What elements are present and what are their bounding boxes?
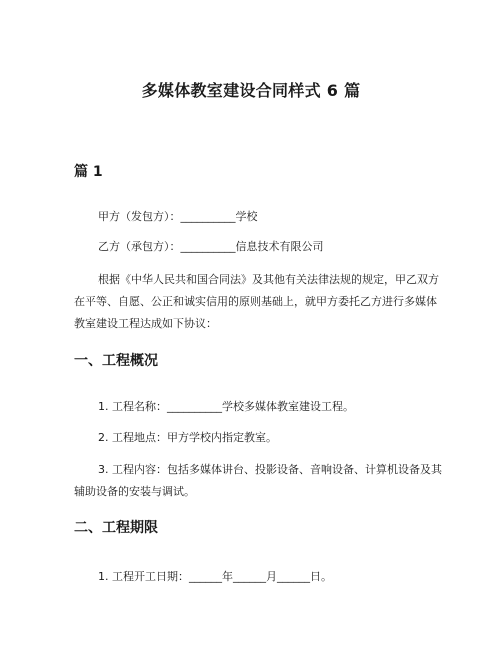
- clause-project-location: 2. 工程地点：甲方学校内指定教室。: [98, 431, 277, 444]
- preamble-paragraph: 根据《中华人民共和国合同法》及其他有关法律法规的规定，甲乙双方在平等、自愿、公正和诚实信用的原则基础上，就甲方委托乙方进行多媒体教室建设工程达成如下协议：: [74, 273, 439, 330]
- document-title: 多媒体教室建设合同样式 6 篇: [141, 81, 361, 100]
- clause-project-name: 1. 工程名称：__________学校多媒体教室建设工程。: [98, 400, 354, 413]
- heading-project-period: 二、工程期限: [74, 520, 158, 536]
- clause-start-date: 1. 工程开工日期：______年______月______日。: [98, 570, 332, 583]
- party-b-line: 乙方（承包方）：__________信息技术有限公司: [98, 240, 324, 253]
- section-label: 篇 1: [74, 164, 103, 180]
- heading-project-overview: 一、工程概况: [74, 353, 158, 369]
- party-a-line: 甲方（发包方）：__________学校: [98, 210, 258, 223]
- clause-project-content: 3. 工程内容：包括多媒体讲台、投影设备、音响设备、计算机设备及其辅助设备的安装与调试。: [74, 463, 442, 498]
